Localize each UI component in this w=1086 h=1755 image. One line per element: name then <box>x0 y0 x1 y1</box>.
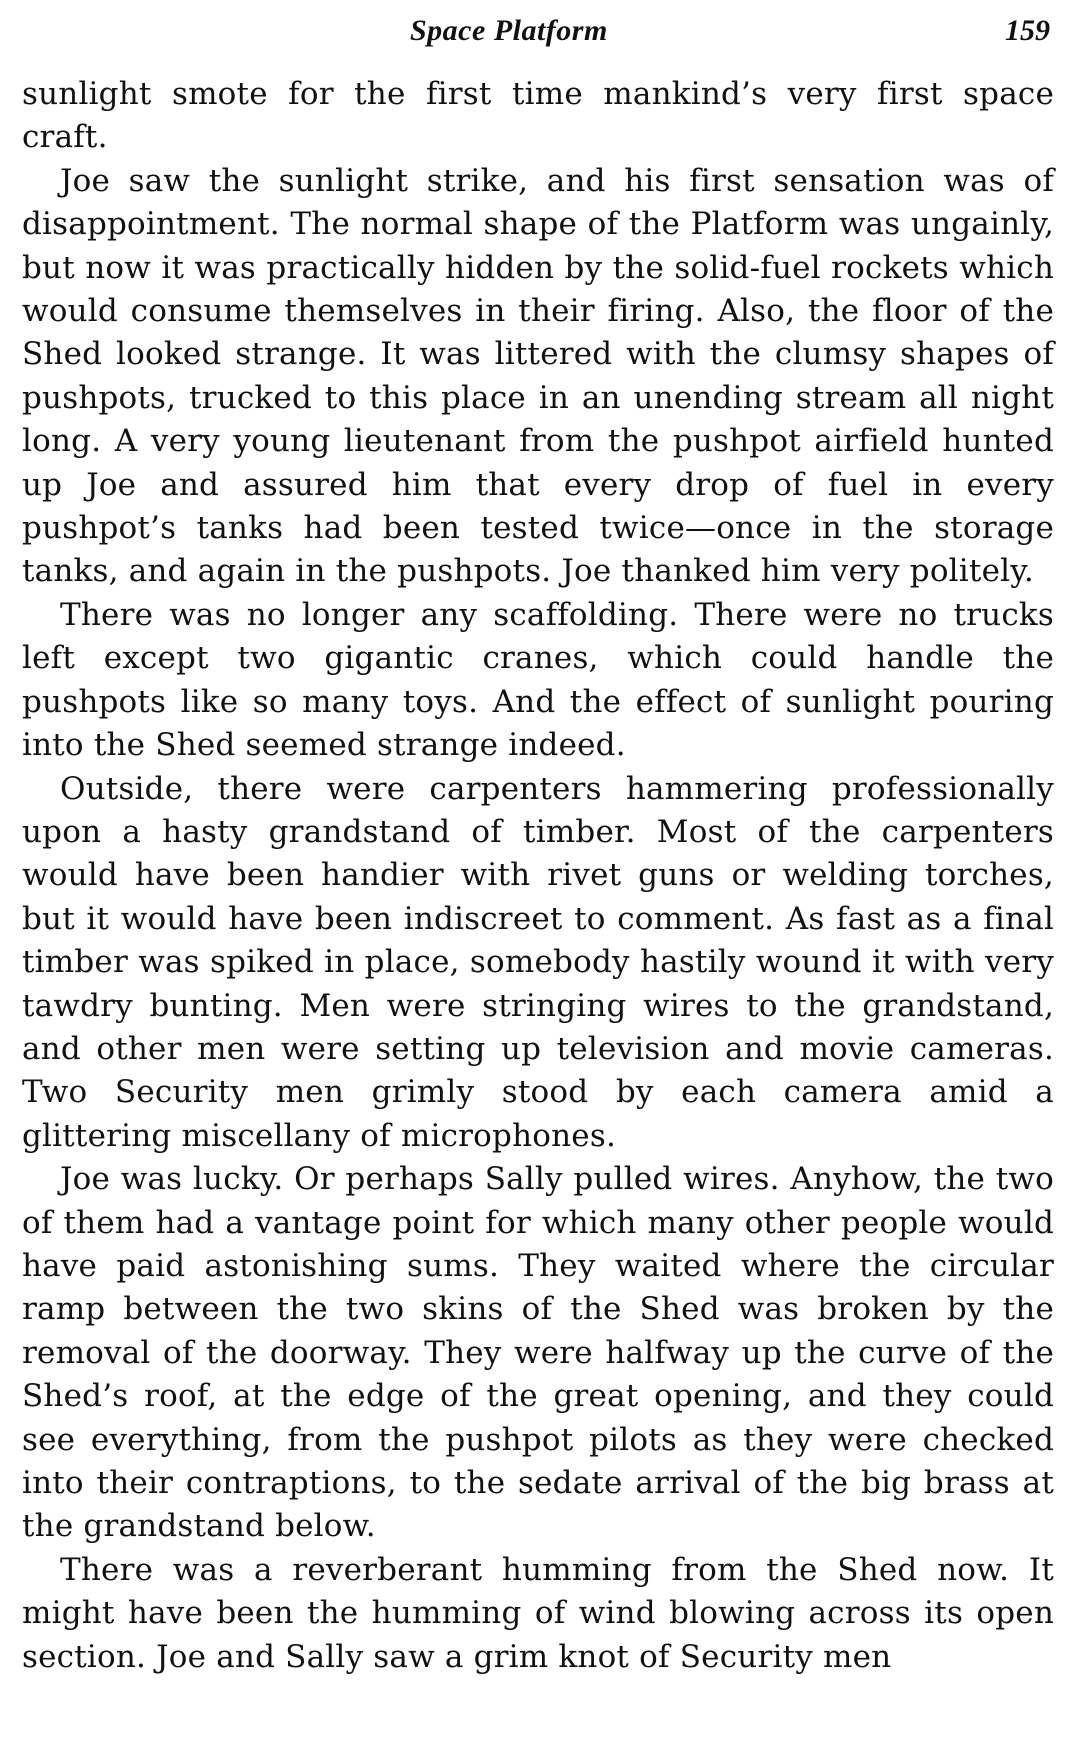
running-head <box>0 14 1086 54</box>
paragraph-scaffolding: There was no longer any scaffolding. There were no trucks left except two gigantic cranes, which could handle the pushpots like so many toys. And the effect of sunlight pouring into the Shed seemed strange indeed. <box>22 596 1054 764</box>
paragraph-sunlight-strike: Joe saw the sunlight strike, and his first sensation was of disappointment. The normal shape of the Platform was ungainly, but now it was practically hidden by the solid-fuel rockets which would consume themselves in their firing. Also, the floor of the Shed looked strange. It was littered with the clumsy shapes of pushpots, trucked to this place in an unending stream all night long. A very young lieutenant from the pushpot airfield hunted up Joe and assured him that every drop of fuel in every pushpot’s tanks had been tested twice—once in the storage tanks, and again in the pushpots. Joe thanked him very politely. <box>22 162 1054 590</box>
paragraph-vantage-point: Joe was lucky. Or perhaps Sally pulled wires. Anyhow, the two of them had a vantage point for which many other people would have paid astonishing sums. They waited where the circular ramp between the two skins of the Shed was broken by the removal of the doorway. They were halfway up the curve of the Shed’s roof, at the edge of the great opening, and they could see everything, from the pushpot pilots as they were checked into their contraptions, to the sedate arrival of the big brass at the grandstand below. <box>22 1161 1054 1545</box>
paragraph-continuation: sunlight smote for the first time mankind’s very first space craft. <box>22 76 1054 156</box>
paragraph-grandstand: Outside, there were carpenters hammering professionally upon a hasty grandstand of timber. Most of the carpenters would have been handier with rivet guns or welding torches, but it would have been indiscreet to comment. As fast as a final timber was spiked in place, somebody hastily wound it with very tawdry bunting. Men were stringing wires to the grandstand, and other men were setting up television and movie cameras. Two Security men grimly stood by each camera amid a glittering miscellany of microphones. <box>22 770 1054 1154</box>
page-number: 159 <box>1005 14 1050 47</box>
paragraph-humming: There was a reverberant humming from the Shed now. It might have been the humming of wind blowing across its open section. Joe and Sally saw a grim knot of Security men <box>22 1551 1054 1675</box>
body-text <box>22 73 1054 1679</box>
running-title: Space Platform <box>410 14 608 47</box>
